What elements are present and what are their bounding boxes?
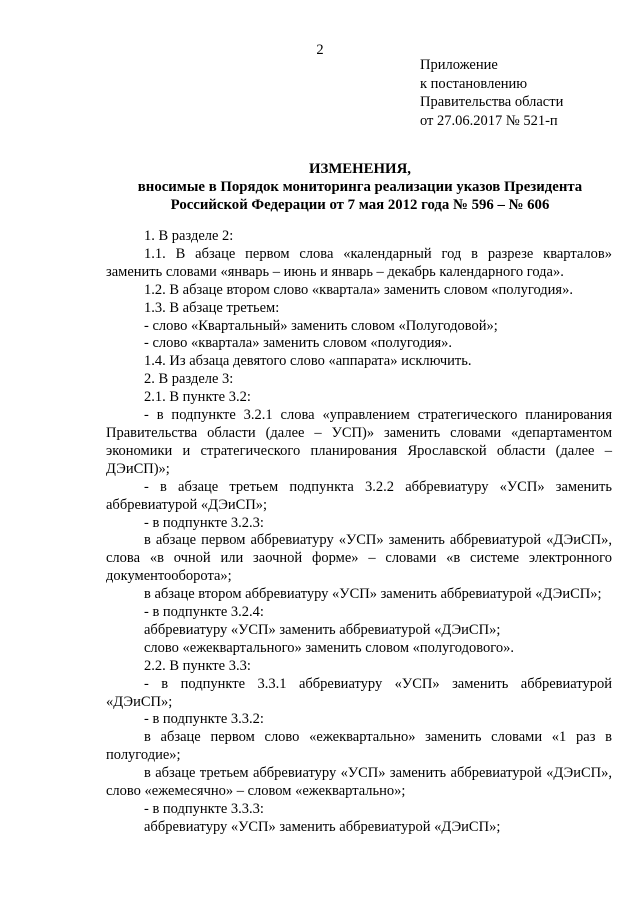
paragraph: аббревиатуру «УСП» заменить аббревиатурой «ДЭиСП»; [144,818,501,835]
paragraph: 1. В разделе 2: [144,228,234,244]
paragraph: в абзаце первом аббревиатуру «УСП» заменить аббревиатурой «ДЭиСП», слова «в очной или заочной форме» – словами «в системе электронного документооборота»; [106,532,612,585]
paragraph: аббревиатуру «УСП» заменить аббревиатурой «ДЭиСП»; [144,621,501,638]
appendix-line: Правительства области [420,94,564,110]
paragraph: - в абзаце третьем подпункта 3.2.2 аббревиатуру «УСП» заменить аббревиатурой «ДЭиСП»; [106,478,612,513]
title-line: Российской Федерации от 7 мая 2012 года № 596 – № 606 [170,197,550,213]
paragraph: - в подпункте 3.3.3: [144,801,264,817]
document-body [106,228,612,837]
appendix-block [420,56,563,130]
paragraph: 1.3. В абзаце третьем: [144,299,280,316]
paragraph: слово «ежеквартального» заменить словом «полугодового». [144,639,514,656]
paragraph: - в подпункте 3.3.2: [144,711,264,728]
paragraph: - в подпункте 3.2.4: [144,604,264,621]
paragraph: 1.1. В абзаце первом слова «календарный год в разрезе кварталов» заменить словами «январь – июнь и январь – декабрь календарного года». [106,245,612,280]
appendix-line: к постановлению [420,75,528,92]
paragraph: 1.4. Из абзаца девятого слово «аппарата» исключить. [144,353,472,370]
paragraph: - в подпункте 3.2.1 слова «управлением стратегического планирования Правительства области (далее – УСП)» заменить словами «департаментом экономики и стратегического планирования Ярославской области (далее – ДЭиСП)»; [106,407,612,477]
title-line: вносимые в Порядок мониторинга реализации указов Президента [137,179,583,195]
paragraph: - в подпункте 3.3.1 аббревиатуру «УСП» заменить аббревиатурой «ДЭиСП»; [106,675,612,710]
paragraph: в абзаце первом слово «ежеквартально» заменить словами «1 раз в полугодие»; [106,729,612,764]
document-title [100,160,620,214]
appendix-line: Приложение [420,57,498,73]
page-number: 2 [316,42,324,58]
paragraph: 1.2. В абзаце втором слово «квартала» заменить словом «полугодия». [144,281,573,298]
paragraph: - слово «квартала» заменить словом «полугодия». [144,335,453,352]
paragraph: - слово «Квартальный» заменить словом «Полугодовой»; [144,317,498,334]
paragraph: 2.1. В пункте 3.2: [144,389,251,406]
appendix-line: от 27.06.2017 № 521-п [420,112,558,129]
paragraph: - в подпункте 3.2.3: [144,514,264,531]
paragraph: 2.2. В пункте 3.3: [144,657,251,674]
title-line: ИЗМЕНЕНИЯ, [309,161,411,177]
paragraph: в абзаце третьем аббревиатуру «УСП» заменить аббревиатурой «ДЭиСП», слово «ежемесячно» – словом «ежеквартально»; [106,765,612,800]
paragraph: в абзаце втором аббревиатуру «УСП» заменить аббревиатурой «ДЭиСП»; [144,586,602,603]
paragraph: 2. В разделе 3: [144,371,234,388]
